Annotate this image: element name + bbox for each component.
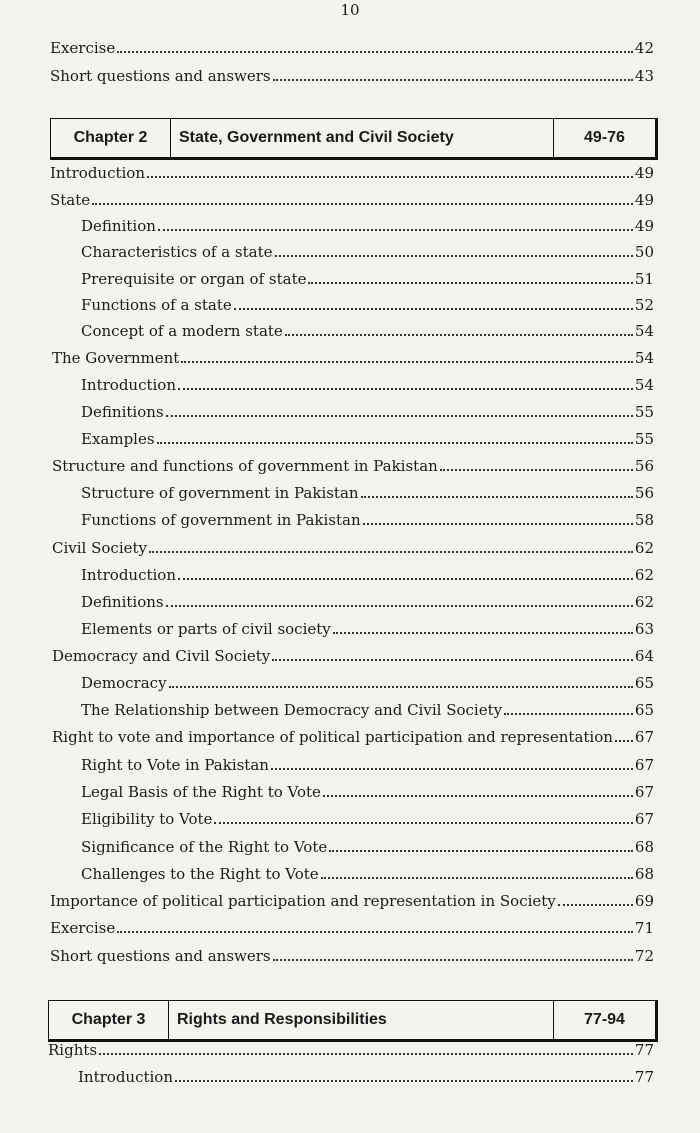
entry-page: 69: [634, 892, 654, 910]
toc-entry[interactable]: [52, 643, 654, 665]
entry-page: 58: [634, 511, 654, 529]
entry-title: Democracy: [81, 674, 167, 692]
entry-page: 63: [634, 620, 654, 638]
entry-title: Elements or parts of civil society: [81, 620, 331, 638]
entry-title: Introduction: [78, 1068, 173, 1086]
entry-page: 49: [634, 217, 654, 235]
toc-entry[interactable]: [81, 616, 654, 638]
entry-page: 65: [634, 701, 654, 719]
toc-entry[interactable]: [50, 35, 654, 57]
chapter-number: Chapter 3: [49, 1001, 169, 1039]
toc-entry[interactable]: [81, 589, 654, 611]
dot-leader: [273, 79, 633, 81]
entry-page: 42: [634, 39, 654, 57]
toc-entry[interactable]: [81, 507, 654, 529]
dot-leader: [166, 605, 633, 607]
dot-leader: [333, 632, 633, 634]
dot-leader: [117, 931, 633, 933]
toc-entry[interactable]: [81, 834, 654, 856]
entry-title: Challenges to the Right to Vote: [81, 865, 319, 883]
dot-leader: [169, 686, 633, 688]
dot-leader: [615, 740, 633, 742]
entry-title: Right to Vote in Pakistan: [81, 756, 269, 774]
entry-title: Characteristics of a state: [81, 243, 273, 261]
toc-entry[interactable]: [81, 480, 654, 502]
entry-page: 65: [634, 674, 654, 692]
entry-page: 62: [634, 539, 654, 557]
dot-leader: [158, 229, 633, 231]
dot-leader: [321, 877, 633, 879]
toc-entry[interactable]: [81, 318, 654, 340]
toc-entry[interactable]: [78, 1064, 654, 1086]
entry-page: 68: [634, 838, 654, 856]
toc-entry[interactable]: [50, 915, 654, 937]
toc-entry[interactable]: [81, 779, 654, 801]
dot-leader: [361, 496, 633, 498]
entry-page: 54: [634, 322, 654, 340]
entry-title: Legal Basis of the Right to Vote: [81, 783, 321, 801]
entry-page: 64: [634, 647, 654, 665]
entry-title: Short questions and answers: [50, 947, 271, 965]
entry-title: Civil Society: [52, 539, 147, 557]
dot-leader: [175, 1080, 633, 1082]
toc-entry[interactable]: [50, 943, 654, 965]
toc-entry[interactable]: [50, 187, 654, 209]
entry-title: Right to vote and importance of political participation and representation: [52, 728, 613, 746]
toc-entry[interactable]: [52, 535, 654, 557]
entry-page: 52: [634, 296, 654, 314]
dot-leader: [271, 768, 633, 770]
entry-page: 67: [634, 756, 654, 774]
entry-page: 51: [634, 270, 654, 288]
toc-entry[interactable]: [81, 806, 654, 828]
dot-leader: [149, 551, 633, 553]
toc-entry[interactable]: [52, 345, 654, 367]
toc-entry[interactable]: [81, 372, 654, 394]
dot-leader: [285, 334, 633, 336]
entry-title: Functions of government in Pakistan: [81, 511, 361, 529]
entry-title: Exercise: [50, 919, 116, 937]
entry-page: 77: [634, 1041, 654, 1059]
toc-entry[interactable]: [81, 861, 654, 883]
toc-entry[interactable]: [81, 752, 654, 774]
toc-entry[interactable]: [81, 266, 654, 288]
entry-title: Eligibility to Vote: [81, 810, 213, 828]
entry-page: 50: [634, 243, 654, 261]
chapter-header: [48, 1000, 658, 1042]
toc-entry[interactable]: [52, 724, 654, 746]
dot-leader: [558, 904, 633, 906]
entry-title: Introduction: [50, 164, 145, 182]
toc-entry[interactable]: [50, 63, 654, 85]
dot-leader: [440, 469, 633, 471]
entry-title: Exercise: [50, 39, 116, 57]
dot-leader: [117, 51, 633, 53]
entry-page: 68: [634, 865, 654, 883]
entry-title: The Relationship between Democracy and Civil Society: [81, 701, 503, 719]
dot-leader: [157, 442, 633, 444]
entry-title: Significance of the Right to Vote: [81, 838, 328, 856]
entry-title: Definitions: [81, 593, 164, 611]
dot-leader: [504, 713, 633, 715]
entry-page: 43: [634, 67, 654, 85]
page-number: 10: [340, 1, 360, 19]
dot-leader: [99, 1053, 633, 1055]
dot-leader: [272, 659, 633, 661]
dot-leader: [323, 795, 633, 797]
dot-leader: [275, 255, 633, 257]
toc-entry[interactable]: [81, 426, 654, 448]
chapter-number: Chapter 2: [51, 119, 171, 157]
dot-leader: [92, 203, 633, 205]
toc-entry[interactable]: [48, 1037, 654, 1059]
toc-entry[interactable]: [50, 160, 654, 182]
entry-title: Examples: [81, 430, 155, 448]
dot-leader: [181, 361, 633, 363]
chapter-header: [50, 118, 658, 160]
entry-page: 62: [634, 593, 654, 611]
chapter-title: Rights and Responsibilities: [177, 1011, 387, 1028]
chapter-page-range: 77-94: [553, 1001, 655, 1039]
toc-entry[interactable]: [81, 697, 654, 719]
entry-page: 71: [634, 919, 654, 937]
entry-title: Functions of a state: [81, 296, 232, 314]
entry-title: Definitions: [81, 403, 164, 421]
dot-leader: [234, 308, 633, 310]
entry-title: Importance of political participation and representation in Society: [50, 892, 556, 910]
toc-entry[interactable]: [81, 239, 654, 261]
entry-title: Definition: [81, 217, 156, 235]
entry-title: Democracy and Civil Society: [52, 647, 271, 665]
entry-title: The Government: [52, 349, 180, 367]
chapter-page-range: 49-76: [553, 119, 655, 157]
entry-title: Rights: [48, 1041, 98, 1059]
entry-title: Prerequisite or organ of state: [81, 270, 307, 288]
entry-page: 67: [634, 810, 654, 828]
entry-page: 77: [634, 1068, 654, 1086]
entry-title: Structure and functions of government in Pakistan: [52, 457, 438, 475]
entry-page: 55: [634, 430, 654, 448]
toc-entry[interactable]: [50, 888, 654, 910]
dot-leader: [329, 850, 633, 852]
entry-page: 55: [634, 403, 654, 421]
entry-page: 72: [634, 947, 654, 965]
toc-entry[interactable]: [81, 213, 654, 235]
chapter-title: State, Government and Civil Society: [179, 129, 454, 146]
dot-leader: [273, 959, 633, 961]
dot-leader: [214, 822, 632, 824]
entry-title: State: [50, 191, 91, 209]
dot-leader: [363, 523, 633, 525]
toc-entry[interactable]: [52, 453, 654, 475]
toc-entry[interactable]: [81, 670, 654, 692]
dot-leader: [178, 578, 633, 580]
entry-title: Introduction: [81, 376, 176, 394]
dot-leader: [178, 388, 633, 390]
entry-page: 62: [634, 566, 654, 584]
entry-page: 56: [634, 484, 654, 502]
entry-title: Structure of government in Pakistan: [81, 484, 359, 502]
entry-title: Short questions and answers: [50, 67, 271, 85]
dot-leader: [308, 282, 632, 284]
entry-page: 49: [634, 164, 654, 182]
entry-page: 56: [634, 457, 654, 475]
entry-title: Concept of a modern state: [81, 322, 283, 340]
entry-page: 54: [634, 376, 654, 394]
entry-page: 49: [634, 191, 654, 209]
entry-page: 67: [634, 783, 654, 801]
entry-title: Introduction: [81, 566, 176, 584]
entry-page: 54: [634, 349, 654, 367]
entry-page: 67: [634, 728, 654, 746]
dot-leader: [166, 415, 633, 417]
toc-entry[interactable]: [81, 292, 654, 314]
toc-entry[interactable]: [81, 562, 654, 584]
toc-entry[interactable]: [81, 399, 654, 421]
dot-leader: [147, 176, 633, 178]
